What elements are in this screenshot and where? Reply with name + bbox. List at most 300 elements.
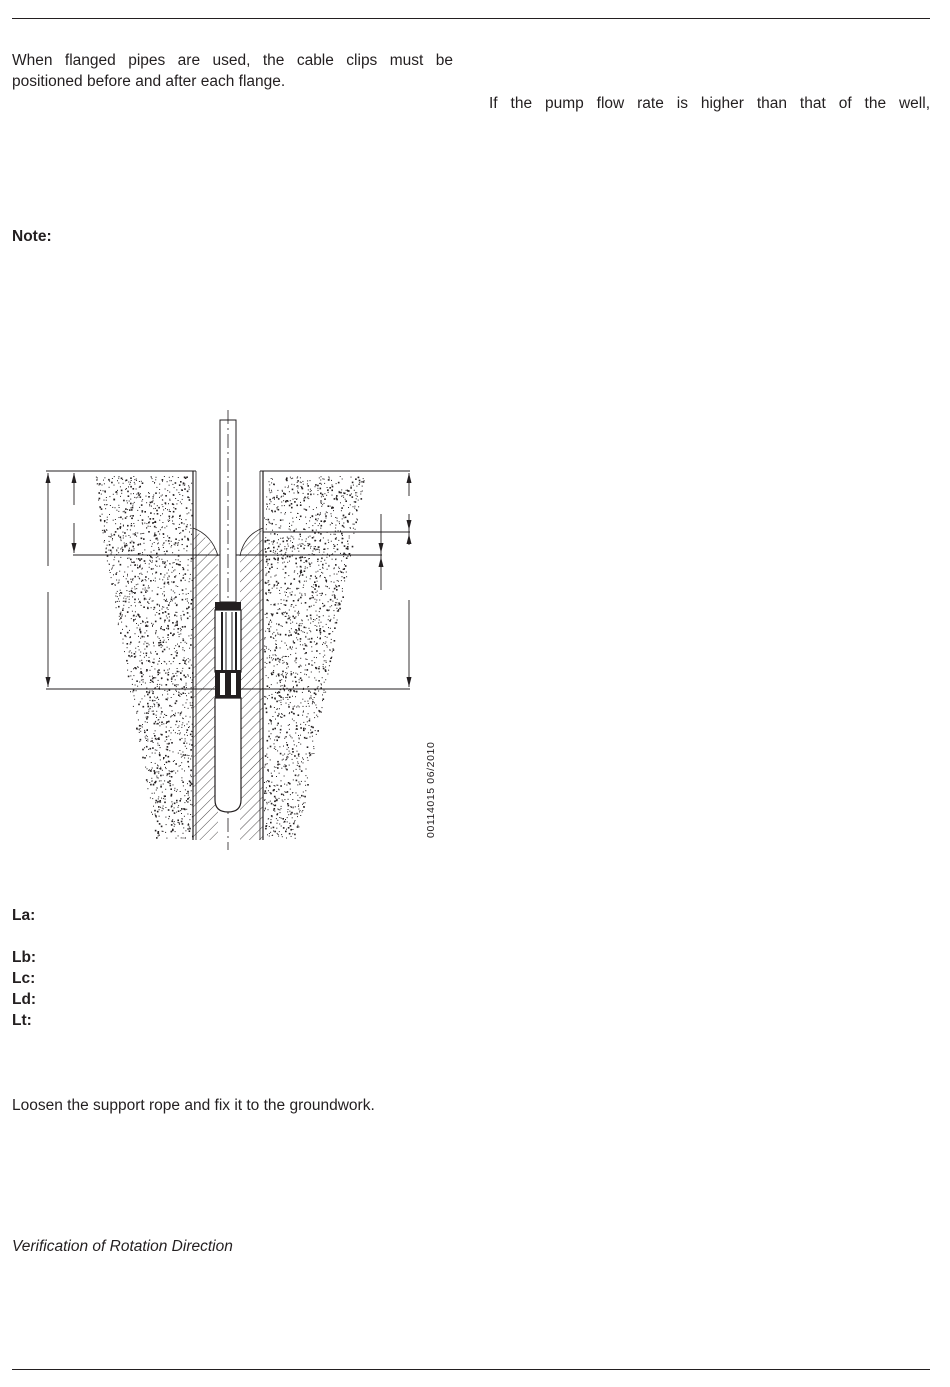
gravel-dot: [187, 802, 188, 803]
gravel-dot: [269, 522, 270, 523]
gravel-dot: [166, 684, 168, 686]
gravel-dot: [290, 540, 291, 541]
gravel-dot: [147, 643, 148, 644]
gravel-dot: [297, 674, 298, 675]
gravel-dot: [266, 574, 267, 575]
gravel-dot: [150, 652, 151, 653]
gravel-dot: [273, 810, 274, 811]
gravel-dot: [162, 606, 163, 607]
gravel-dot: [312, 701, 314, 703]
gravel-dot: [175, 528, 177, 530]
gravel-dot: [115, 596, 116, 597]
gravel-dot: [266, 524, 267, 525]
gravel-dot: [288, 754, 289, 755]
gravel-dot: [281, 808, 282, 809]
gravel-dot: [150, 512, 152, 514]
gravel-dot: [175, 603, 176, 604]
gravel-dot: [187, 798, 189, 800]
gravel-dot: [186, 801, 187, 802]
gravel-dot: [318, 586, 320, 588]
gravel-dot: [274, 785, 275, 786]
gravel-dot: [311, 695, 312, 696]
gravel-dot: [117, 528, 119, 530]
gravel-dot: [136, 480, 137, 481]
gravel-dot: [162, 593, 163, 594]
gravel-dot: [285, 634, 287, 636]
gravel-dot: [277, 553, 278, 554]
gravel-dot: [118, 606, 120, 608]
gravel-dot: [302, 810, 303, 811]
gravel-dot: [132, 505, 133, 506]
gravel-dot: [264, 792, 266, 794]
gravel-dot: [158, 674, 159, 675]
gravel-dot: [152, 690, 153, 691]
gravel-dot: [282, 491, 283, 492]
gravel-dot: [96, 477, 97, 478]
gravel-dot: [338, 602, 340, 604]
gravel-dot: [342, 518, 343, 519]
gravel-dot: [291, 807, 292, 808]
gravel-dot: [293, 807, 294, 808]
gravel-dot: [169, 520, 170, 521]
gravel-dot: [160, 807, 161, 808]
gravel-dot: [300, 810, 301, 811]
gravel-dot: [293, 771, 294, 772]
gravel-dot: [305, 669, 306, 670]
gravel-dot: [330, 575, 331, 576]
gravel-dot: [163, 723, 164, 724]
gravel-dot: [154, 534, 155, 535]
gravel-dot: [191, 705, 192, 706]
gravel-dot: [286, 838, 287, 839]
gravel-dot: [175, 724, 176, 725]
gravel-dot: [271, 604, 272, 605]
gravel-dot: [362, 481, 363, 482]
gravel-dot: [132, 611, 133, 612]
gravel-dot: [333, 649, 335, 651]
gravel-dot: [141, 676, 143, 678]
gravel-dot: [174, 807, 175, 808]
gravel-dot: [278, 691, 279, 692]
gravel-dot: [305, 652, 306, 653]
gravel-dot: [325, 515, 327, 517]
gravel-dot: [187, 612, 189, 614]
gravel-dot: [283, 493, 285, 495]
gravel-dot: [131, 590, 132, 591]
note-label: Note:: [12, 228, 52, 245]
gravel-dot: [182, 718, 183, 719]
gravel-dot: [301, 556, 303, 558]
gravel-dot: [144, 598, 146, 600]
gravel-dot: [271, 541, 272, 542]
gravel-dot: [283, 676, 284, 677]
gravel-dot: [106, 530, 107, 531]
gravel-dot: [338, 530, 339, 531]
gravel-dot: [136, 536, 137, 537]
gravel-dot: [277, 559, 279, 561]
gravel-dot: [145, 576, 147, 578]
gravel-dot: [111, 482, 113, 484]
gravel-dot: [177, 545, 178, 546]
gravel-dot: [171, 480, 172, 481]
gravel-dot: [146, 523, 147, 524]
gravel-dot: [188, 593, 189, 594]
gravel-dot: [156, 739, 157, 740]
gravel-dot: [323, 568, 324, 569]
gravel-dot: [152, 681, 154, 683]
gravel-dot: [279, 824, 280, 825]
gravel-dot: [165, 495, 167, 497]
gravel-dot: [325, 660, 326, 661]
gravel-dot: [275, 767, 276, 768]
gravel-dot: [341, 533, 343, 535]
gravel-dot: [334, 582, 335, 583]
gravel-dot: [146, 755, 147, 756]
gravel-dot: [112, 565, 113, 566]
gravel-dot: [312, 703, 313, 704]
gravel-dot: [280, 551, 281, 552]
gravel-dot: [298, 548, 299, 549]
gravel-dot: [190, 749, 192, 751]
gravel-dot: [301, 795, 303, 797]
gravel-dot: [189, 532, 190, 533]
gravel-dot: [129, 484, 130, 485]
gravel-dot: [191, 528, 192, 529]
gravel-dot: [335, 538, 337, 540]
gravel-dot: [139, 649, 140, 650]
gravel-dot: [264, 651, 266, 653]
gravel-dot: [180, 630, 181, 631]
gravel-dot: [295, 653, 296, 654]
gravel-dot: [181, 522, 183, 524]
gravel-dot: [277, 750, 278, 751]
gravel-dot: [282, 520, 283, 521]
gravel-dot: [157, 811, 159, 813]
gravel-dot: [310, 575, 312, 577]
gravel-dot: [298, 666, 300, 668]
gravel-dot: [357, 496, 358, 497]
gravel-dot: [346, 576, 347, 577]
gravel-dot: [295, 558, 297, 560]
gravel-dot: [319, 620, 320, 621]
gravel-dot: [155, 830, 156, 831]
gravel-dot: [163, 641, 165, 643]
gravel-dot: [295, 659, 296, 660]
gravel-dot: [307, 687, 308, 688]
gravel-dot: [322, 626, 323, 627]
gravel-dot: [108, 536, 109, 537]
gravel-dot: [176, 489, 177, 490]
gravel-dot: [324, 692, 325, 693]
gravel-dot: [120, 496, 121, 497]
gravel-dot: [269, 559, 271, 561]
gravel-dot: [283, 555, 284, 556]
gravel-dot: [153, 495, 154, 496]
gravel-dot: [288, 704, 289, 705]
gravel-dot: [318, 710, 319, 711]
gravel-dot: [305, 541, 306, 542]
gravel-dot: [355, 478, 357, 480]
gravel-dot: [122, 519, 123, 520]
gravel-dot: [292, 696, 293, 697]
gravel-dot: [329, 588, 330, 589]
gravel-dot: [272, 479, 273, 480]
gravel-dot: [301, 487, 302, 488]
gravel-dot: [283, 496, 284, 497]
gravel-dot: [334, 567, 335, 568]
gravel-dot: [150, 502, 152, 504]
gravel-dot: [325, 514, 326, 515]
gravel-dot: [321, 684, 322, 685]
gravel-dot: [304, 674, 305, 675]
gravel-dot: [156, 715, 157, 716]
gravel-dot: [274, 584, 276, 586]
gravel-dot: [129, 591, 130, 592]
gravel-dot: [145, 641, 146, 642]
gravel-dot: [155, 677, 156, 678]
gravel-dot: [140, 533, 141, 534]
gravel-dot: [184, 809, 186, 811]
gravel-dot: [112, 547, 114, 549]
gravel-dot: [171, 545, 172, 546]
gravel-dot: [282, 717, 283, 718]
gravel-dot: [289, 523, 290, 524]
gravel-dot: [334, 640, 336, 642]
gravel-dot: [171, 732, 172, 733]
gravel-dot: [155, 578, 156, 579]
gravel-dot: [292, 759, 293, 760]
gravel-dot: [281, 806, 282, 807]
gravel-dot: [164, 621, 165, 622]
gravel-dot: [327, 548, 328, 549]
gravel-dot: [265, 537, 266, 538]
gravel-dot: [164, 690, 165, 691]
gravel-dot: [184, 770, 185, 771]
gravel-dot: [300, 744, 301, 745]
gravel-dot: [179, 739, 181, 741]
gravel-dot: [312, 651, 313, 652]
gravel-dot: [182, 722, 183, 723]
gravel-dot: [170, 511, 171, 512]
gravel-dot: [288, 809, 289, 810]
gravel-dot: [172, 830, 173, 831]
gravel-dot: [166, 616, 167, 617]
gravel-dot: [135, 619, 136, 620]
gravel-dot: [291, 478, 292, 479]
gravel-dot: [183, 482, 185, 484]
gravel-dot: [275, 798, 276, 799]
gravel-dot: [111, 534, 112, 535]
gravel-dot: [152, 560, 153, 561]
gravel-dot: [104, 530, 106, 532]
gravel-dot: [350, 555, 351, 556]
gravel-dot: [272, 660, 273, 661]
gravel-dot: [113, 574, 114, 575]
gravel-dot: [106, 497, 107, 498]
gravel-dot: [334, 498, 336, 500]
gravel-dot: [108, 550, 109, 551]
gravel-dot: [285, 612, 286, 613]
gravel-dot: [99, 483, 101, 485]
gravel-dot: [312, 736, 313, 737]
gravel-dot: [166, 727, 167, 728]
gravel-dot: [122, 551, 123, 552]
gravel-dot: [178, 543, 179, 544]
gravel-dot: [267, 780, 268, 781]
gravel-dot: [127, 596, 128, 597]
gravel-dot: [163, 637, 164, 638]
gravel-dot: [172, 600, 173, 601]
gravel-dot: [297, 751, 298, 752]
gravel-dot: [268, 580, 269, 581]
gravel-dot: [305, 775, 306, 776]
gravel-dot: [147, 722, 148, 723]
gravel-dot: [358, 500, 359, 501]
gravel-dot: [119, 517, 120, 518]
gravel-dot: [125, 536, 126, 537]
gravel-dot: [166, 628, 167, 629]
gravel-dot: [284, 776, 285, 777]
gravel-dot: [186, 546, 188, 548]
gravel-dot: [276, 785, 277, 786]
gravel-dot: [273, 804, 274, 805]
gravel-dot: [104, 500, 105, 501]
gravel-dot: [142, 510, 144, 512]
gravel-dot: [170, 788, 172, 790]
gravel-dot: [175, 690, 176, 691]
gravel-dot: [167, 481, 168, 482]
gravel-dot: [287, 562, 288, 563]
gravel-dot: [298, 611, 299, 612]
gravel-dot: [282, 505, 283, 506]
gravel-dot: [188, 539, 190, 541]
gravel-dot: [290, 814, 291, 815]
gravel-dot: [179, 527, 180, 528]
gravel-dot: [268, 771, 269, 772]
gravel-dot: [306, 754, 307, 755]
gravel-dot: [148, 626, 149, 627]
gravel-dot: [189, 616, 190, 617]
gravel-dot: [318, 691, 319, 692]
gravel-dot: [157, 672, 159, 674]
gravel-dot: [339, 521, 340, 522]
gravel-dot: [169, 750, 170, 751]
gravel-dot: [349, 536, 350, 537]
gravel-dot: [158, 806, 160, 808]
gravel-dot: [354, 524, 355, 525]
gravel-dot: [314, 697, 315, 698]
gravel-dot: [293, 672, 294, 673]
gravel-dot: [289, 833, 291, 835]
gravel-dot: [180, 642, 181, 643]
gravel-dot: [171, 678, 173, 680]
gravel-dot: [286, 600, 288, 602]
gravel-dot: [287, 749, 288, 750]
gravel-dot: [312, 597, 314, 599]
gravel-dot: [157, 566, 158, 567]
gravel-dot: [140, 631, 142, 633]
gravel-dot: [165, 817, 166, 818]
gravel-dot: [290, 646, 291, 647]
gravel-dot: [122, 479, 123, 480]
gravel-dot: [137, 510, 138, 511]
gravel-dot: [303, 493, 304, 494]
gravel-dot: [131, 605, 132, 606]
gravel-dot: [314, 548, 316, 550]
gravel-dot: [282, 800, 283, 801]
gravel-dot: [271, 564, 273, 566]
gravel-dot: [147, 716, 149, 718]
gravel-dot: [164, 583, 166, 585]
gravel-dot: [131, 582, 132, 583]
gravel-dot: [282, 818, 284, 820]
gravel-dot: [308, 498, 309, 499]
gravel-dot: [176, 563, 178, 565]
gravel-dot: [273, 655, 274, 656]
gravel-dot: [340, 571, 341, 572]
gravel-dot: [175, 612, 176, 613]
gravel-dot: [158, 798, 159, 799]
gravel-dot: [284, 548, 285, 549]
gravel-dot: [188, 693, 189, 694]
gravel-dot: [321, 484, 322, 485]
gravel-dot: [130, 529, 131, 530]
gravel-dot: [281, 557, 282, 558]
gravel-dot: [181, 618, 182, 619]
gravel-dot: [306, 738, 307, 739]
gravel-dot: [138, 636, 139, 637]
gravel-dot: [142, 499, 143, 500]
gravel-dot: [162, 612, 164, 614]
gravel-dot: [152, 798, 153, 799]
gravel-dot: [180, 515, 181, 516]
gravel-dot: [186, 687, 187, 688]
gravel-dot: [266, 646, 267, 647]
gravel-dot: [320, 632, 322, 634]
gravel-dot: [298, 492, 300, 494]
gravel-dot: [181, 738, 182, 739]
gravel-dot: [169, 543, 170, 544]
gravel-dot: [296, 707, 297, 708]
gravel-dot: [264, 518, 265, 519]
gravel-dot: [187, 513, 188, 514]
gravel-dot: [100, 519, 102, 521]
gravel-dot: [153, 806, 154, 807]
gravel-dot: [290, 512, 291, 513]
gravel-dot: [175, 542, 177, 544]
gravel-dot: [130, 482, 131, 483]
gravel-dot: [292, 708, 294, 710]
gravel-dot: [132, 691, 133, 692]
gravel-dot: [187, 791, 189, 793]
gravel-dot: [346, 557, 348, 559]
gravel-dot: [278, 539, 279, 540]
gravel-dot: [279, 527, 280, 528]
gravel-dot: [150, 561, 151, 562]
gravel-dot: [153, 500, 154, 501]
gravel-dot: [162, 808, 163, 809]
gravel-dot: [303, 792, 304, 793]
gravel-dot: [338, 581, 339, 582]
gravel-dot: [291, 606, 292, 607]
gravel-dot: [120, 612, 121, 613]
gravel-dot: [126, 598, 127, 599]
gravel-dot: [279, 700, 280, 701]
gravel-dot: [271, 614, 273, 616]
gravel-dot: [151, 812, 152, 813]
gravel-dot: [177, 644, 178, 645]
gravel-dot: [265, 790, 267, 792]
